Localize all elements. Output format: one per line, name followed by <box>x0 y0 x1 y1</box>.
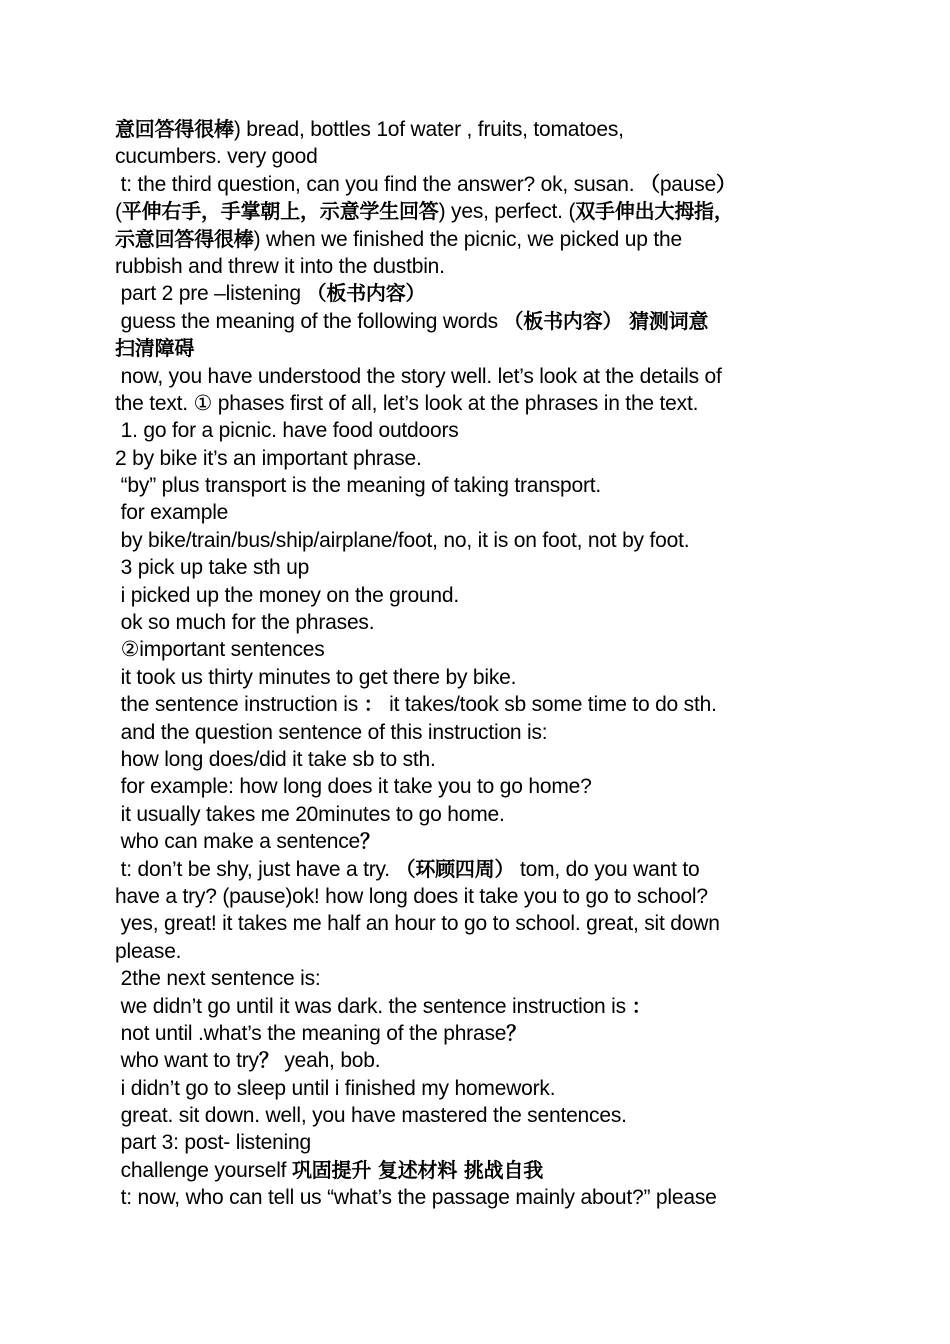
text-line <box>115 335 835 362</box>
english-text: it takes/took sb some time to do sth. <box>383 693 717 717</box>
english-text: who want to try <box>115 1049 259 1073</box>
text-line <box>115 363 835 390</box>
text-line <box>115 308 835 335</box>
chinese-annotation: （板书内容） <box>306 281 426 306</box>
text-line <box>115 1184 835 1211</box>
chinese-annotation: 意回答得很棒 <box>115 117 234 141</box>
chinese-annotation: （ <box>640 171 660 196</box>
text-line <box>115 280 835 307</box>
text-line <box>115 171 835 198</box>
english-text: pause <box>659 172 717 196</box>
english-text: t: the third question, can you find the answer? ok, susan. <box>115 172 640 196</box>
text-line <box>115 773 835 800</box>
chinese-annotation: （环顾四周） <box>395 856 515 881</box>
chinese-annotation: ） <box>716 171 736 196</box>
english-text: it usually takes me 20minutes to go home. <box>115 802 505 826</box>
english-text: we didn’t go until it was dark. the sentence instruction is <box>115 994 632 1018</box>
english-text: ②important sentences <box>115 638 325 662</box>
english-text: ) bread, bottles 1of water , fruits, tomatoes, <box>233 118 624 141</box>
text-line <box>115 883 835 910</box>
english-text: 3 pick up take sth up <box>115 556 310 580</box>
chinese-annotation: ： <box>631 993 652 1018</box>
english-text: for example <box>115 501 229 525</box>
chinese-annotation: ？ <box>506 1020 527 1045</box>
english-text: ) yes, perfect. ( <box>438 200 576 224</box>
english-text: t: now, who can tell us “what’s the passage mainly about?” please <box>115 1186 717 1210</box>
english-text: t: don’t be shy, just have a try. <box>115 857 396 881</box>
lesson-transcript <box>115 116 835 1212</box>
english-text: 2 by bike it’s an important phrase. <box>115 446 422 470</box>
text-line <box>115 116 835 143</box>
text-line <box>115 554 835 581</box>
chinese-annotation: 扫清障碍 <box>115 336 195 361</box>
chinese-annotation: 示意回答得很棒 <box>115 226 254 251</box>
english-text: challenge yourself <box>115 1158 292 1182</box>
text-line <box>115 198 835 225</box>
english-text: who can make a sentence <box>115 830 361 854</box>
english-text: ) when we finished the picnic, we picked up the <box>253 227 682 251</box>
english-text: and the question sentence of this instruction is: <box>115 720 548 744</box>
text-line <box>115 664 835 691</box>
english-text: ( <box>115 200 122 224</box>
english-text: part 2 pre –listening <box>115 282 307 306</box>
chinese-annotation: ： <box>363 692 384 717</box>
english-text: now, you have understood the story well. let’s look at the details of <box>115 364 722 388</box>
english-text: yeah, bob. <box>278 1049 381 1073</box>
text-line <box>115 253 835 280</box>
text-line <box>115 1020 835 1047</box>
english-text: the sentence instruction is <box>115 693 364 717</box>
text-line <box>115 691 835 718</box>
text-line <box>115 938 835 965</box>
text-line <box>115 445 835 472</box>
english-text: 1. go for a picnic. have food outdoors <box>115 419 459 443</box>
english-text: cucumbers. very good <box>115 145 318 169</box>
text-line <box>115 417 835 444</box>
text-line <box>115 910 835 937</box>
english-text: “by” plus transport is the meaning of taking transport. <box>115 474 602 498</box>
english-text: ok so much for the phrases. <box>115 611 375 635</box>
english-text: yes, great! it takes me half an hour to go to school. great, sit down <box>115 912 720 936</box>
text-line <box>115 856 835 883</box>
english-text: part 3: post- listening <box>115 1131 311 1155</box>
chinese-annotation: 巩固提升 复述材料 挑战自我 <box>291 1157 544 1182</box>
text-line <box>115 143 835 170</box>
english-text: not until .what’s the meaning of the phrase <box>115 1021 507 1045</box>
english-text: rubbish and threw it into the dustbin. <box>115 254 445 278</box>
english-text: guess the meaning of the following words <box>115 309 504 333</box>
english-text: great. sit down. well, you have mastered the sentences. <box>115 1104 627 1128</box>
text-line <box>115 746 835 773</box>
text-line <box>115 609 835 636</box>
chinese-annotation: 双手伸出大拇指， <box>575 199 734 224</box>
english-text: tom, do you want to <box>514 857 700 881</box>
english-text: how long does/did it take sb to sth. <box>115 747 436 771</box>
english-text: i didn’t go to sleep until i finished my homework. <box>115 1076 556 1100</box>
chinese-annotation: ？ <box>258 1048 279 1073</box>
english-text: for example: how long does it take you to go home? <box>115 775 592 799</box>
english-text: please. <box>115 939 182 963</box>
text-line <box>115 582 835 609</box>
text-line <box>115 499 835 526</box>
text-line <box>115 993 835 1020</box>
text-line <box>115 1047 835 1074</box>
english-text: 2the next sentence is: <box>115 967 321 991</box>
text-line <box>115 1129 835 1156</box>
chinese-annotation: （板书内容） 猜测词意 <box>503 308 709 333</box>
text-line <box>115 1157 835 1184</box>
text-line <box>115 801 835 828</box>
text-line <box>115 1075 835 1102</box>
text-line <box>115 527 835 554</box>
english-text: i picked up the money on the ground. <box>115 583 460 607</box>
chinese-annotation: 平伸右手，手掌朝上，示意学生回答 <box>121 199 439 224</box>
text-line <box>115 965 835 992</box>
english-text: have a try? (pause)ok! how long does it take you to go to school? <box>115 884 708 908</box>
text-line <box>115 226 835 253</box>
text-line <box>115 390 835 417</box>
text-line <box>115 828 835 855</box>
text-line <box>115 719 835 746</box>
text-line <box>115 636 835 663</box>
chinese-annotation: ？ <box>360 829 380 854</box>
english-text: it took us thirty minutes to get there by bike. <box>115 665 517 689</box>
english-text: the text. ① phases first of all, let’s look at the phrases in the text. <box>115 391 699 415</box>
english-text: by bike/train/bus/ship/airplane/foot, no, it is on foot, not by foot. <box>115 528 690 552</box>
text-line <box>115 1102 835 1129</box>
text-line <box>115 472 835 499</box>
